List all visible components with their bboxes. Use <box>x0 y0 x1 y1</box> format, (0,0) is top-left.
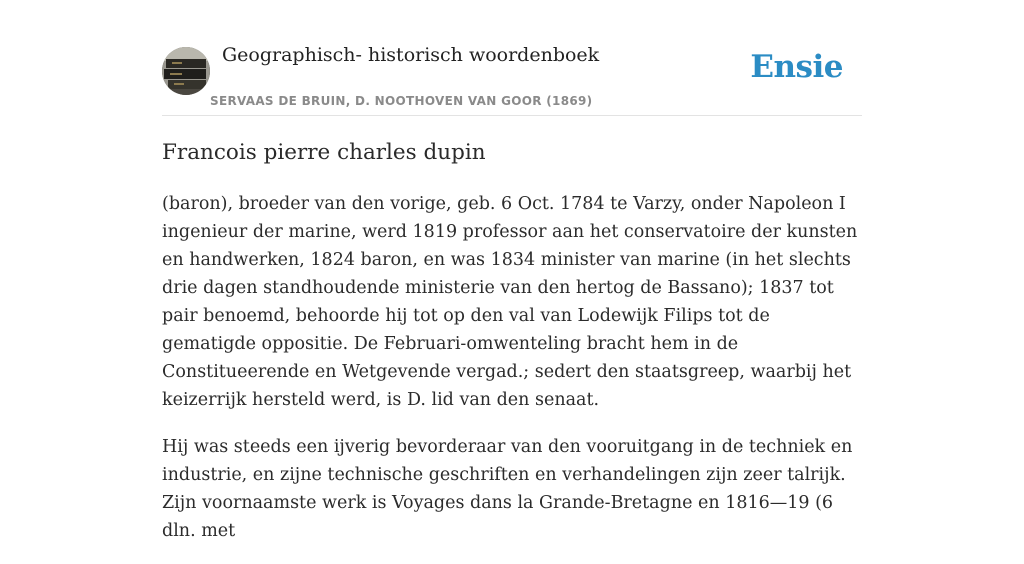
ensie-logo[interactable]: Ensie <box>750 49 843 85</box>
book-header <box>162 0 862 116</box>
books-icon <box>162 47 210 95</box>
book-title[interactable]: Geographisch- historisch woordenboek <box>222 44 600 66</box>
entry-paragraph: Hij was steeds een ijverig bevorderaar van den vooruitgang in de techniek en industrie, en zijne technische geschriften en verhandelingen zijn zeer talrijk. Zijn voornaamste werk is Voyages dans la Grande-Bretagne en 1816—19 (6 dln. met <box>162 437 853 541</box>
entry-paragraph: (baron), broeder van den vorige, geb. 6 Oct. 1784 te Varzy, onder Napoleon I ingenieur der marine, werd 1819 professor aan het conservatoire der kunsten en handwerken, 1824 baron, en was 1834 minister van marine (in het slechts drie dagen standhoudende ministerie van den hertog de Bassano); 1837 tot pair benoemd, behoorde hij tot op den val van Lodewijk Filips tot de gematigde oppositie. De Februari-omwenteling bracht hem in de Constitueerende en Wetgevende vergad.; sedert den staatsgreep, waarbij het keizerrijk hersteld werd, is D. lid van den senaat. <box>162 194 858 410</box>
entry-title: Francois pierre charles dupin <box>162 140 486 165</box>
book-cover-avatar[interactable] <box>162 47 210 95</box>
book-author: SERVAAS DE BRUIN, D. NOOTHOVEN VAN GOOR (1869) <box>210 94 593 108</box>
entry-body <box>162 190 862 545</box>
page-content <box>162 0 862 564</box>
